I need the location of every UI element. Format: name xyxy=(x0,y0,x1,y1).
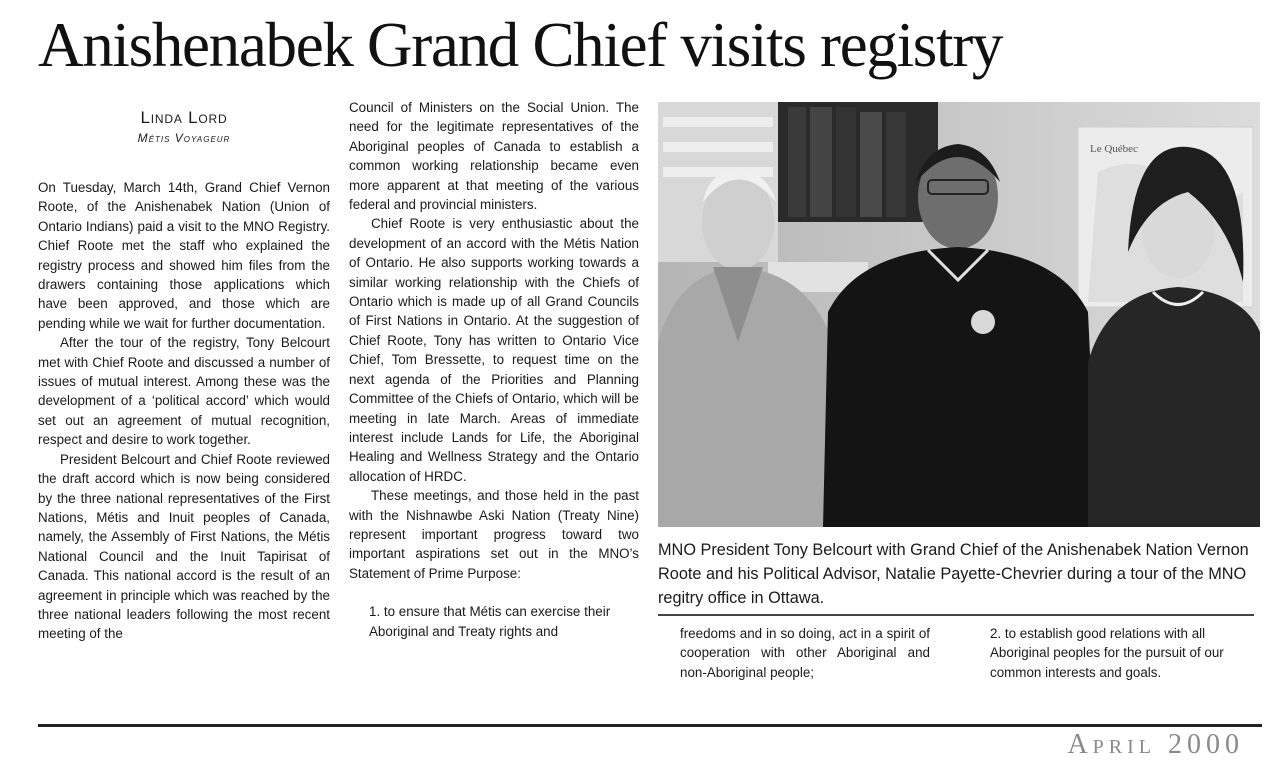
issue-year: 2000 xyxy=(1168,729,1244,760)
wall-map-label: Le Québec xyxy=(1090,143,1138,155)
issue-date xyxy=(1067,727,1244,763)
caption-divider xyxy=(658,614,1254,616)
paragraph: freedoms and in so doing, act in a spirit of cooperation with other Aboriginal and non-Aboriginal people; xyxy=(680,626,930,680)
publication-name: Métis Voyageur xyxy=(137,131,231,145)
byline xyxy=(38,107,330,147)
article-column-2 xyxy=(349,98,639,641)
purpose-item-1: 1. to ensure that Métis can exercise their Aboriginal and Treaty rights and xyxy=(369,604,611,639)
author-name: Linda Lord xyxy=(140,108,228,127)
paragraph: President Belcourt and Chief Roote reviewed the draft accord which is now being considered by the three national representatives of the First Nations, Métis and Inuit peoples of Canada, namely, the Assembly of First Nations, the Métis National Council and the Inuit Tapirisat of Canada. This national accord is the result of an agreement in principle which was reached by the three national leaders following the most recent meeting of the xyxy=(38,451,330,642)
article-column-3 xyxy=(680,624,930,682)
article-column-4 xyxy=(990,624,1246,682)
paragraph: These meetings, and those held in the past with the Nishnawbe Aski Nation (Treaty Nine) represent important progress toward two important aspirations set out in the MNO’s Statement of Prime Purpose: xyxy=(349,488,639,581)
news-photo xyxy=(658,102,1260,527)
purpose-item-2: 2. to establish good relations with all Aboriginal peoples for the pursuit of our common interests and goals. xyxy=(990,626,1224,680)
photo-caption: MNO President Tony Belcourt with Grand Chief of the Anishenabek Nation Vernon Roote and his Political Advisor, Natalie Payette-Chevrier during a tour of the MNO regitry office in Ottawa. xyxy=(658,541,1249,607)
issue-month: April xyxy=(1067,729,1156,760)
headline: Anishenabek Grand Chief visits registry xyxy=(38,10,1003,80)
paragraph: On Tuesday, March 14th, Grand Chief Vernon Roote, of the Anishenabek Nation (Union of Ontario Indians) paid a visit to the MNO Registry. Chief Roote met the staff who explained the registry process and showed him files from the drawers containing those applications which have been approved, and those which are pending while we wait for further documentation. xyxy=(38,180,330,331)
paragraph: After the tour of the registry, Tony Belcourt met with Chief Roote and discussed a number of issues of mutual interest. Among these was the development of a ‘political accord’ which would set out an agreement of mutual recognition, respect and desire to work together. xyxy=(38,335,330,448)
paragraph: Chief Roote is very enthusiastic about the development of an accord with the Métis Nation of Ontario. He also supports working towards a similar working relationship with the Chiefs of Ontario which is made up of all Grand Councils of First Nations in Ontario. At the suggestion of Chief Roote, Tony has written to Ontario Vice Chief, Tom Bressette, to request time on the next agenda of the Priorities and Planning Committee of the Chiefs of Ontario, which will be meeting in late March. Areas of immediate interest include Lands for Life, the Aboriginal Healing and Wellness Strategy and the Ontario allocation of HRDC. xyxy=(349,216,639,484)
paragraph: Council of Ministers on the Social Union. The need for the legitimate representatives of the Aboriginal peoples of Canada to establish a common working relationship became even more apparent at that meeting of the various federal and provincial ministers. xyxy=(349,100,639,213)
article-column-1 xyxy=(38,178,330,644)
photo-illustration xyxy=(658,102,1260,527)
